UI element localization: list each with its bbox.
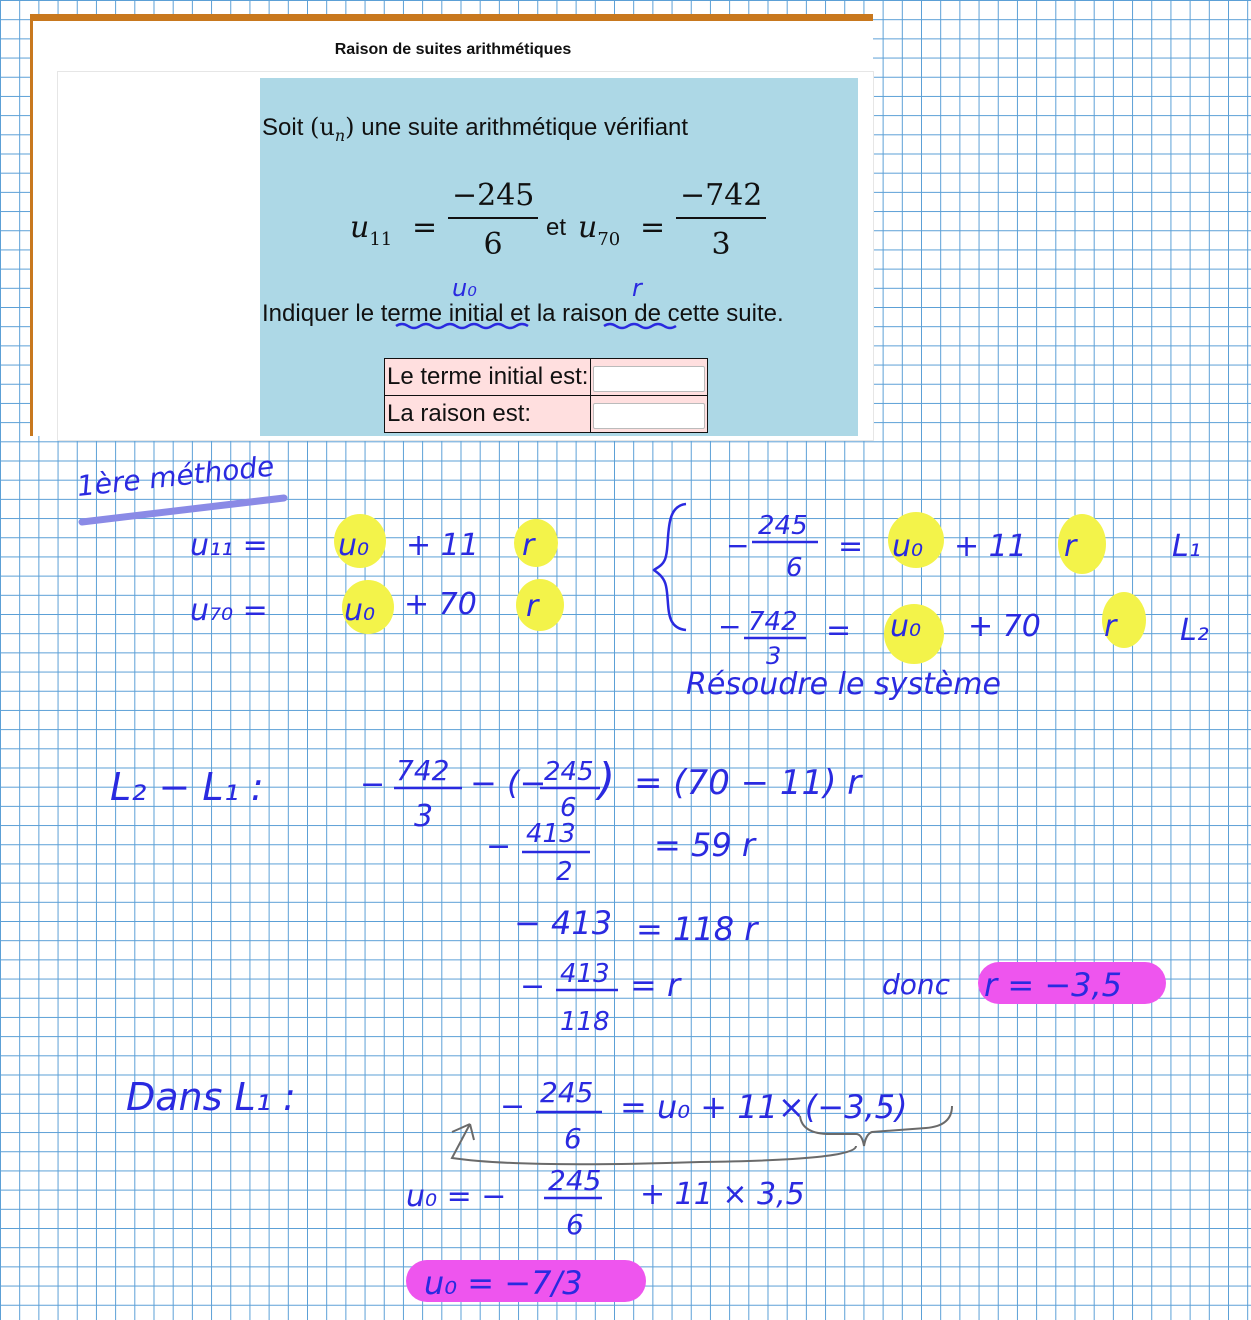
conjunction-et: et xyxy=(546,214,567,241)
calc2-num: 413 xyxy=(526,819,576,849)
sys-l2-plus: + 70 xyxy=(968,609,1041,644)
sub-minus: − xyxy=(500,1089,526,1124)
calc1-den: 3 xyxy=(414,799,434,834)
iso-den: 6 xyxy=(566,1208,584,1241)
calc1-num2: 245 xyxy=(544,757,594,787)
calc4-minus: − xyxy=(520,969,546,1004)
reason-label: La raison est: xyxy=(385,396,591,433)
question-term-initial: terme initial xyxy=(380,300,504,327)
sub-num: 245 xyxy=(540,1076,594,1109)
result-u0: u₀ = −7/3 xyxy=(424,1264,583,1302)
method-title-underline xyxy=(82,498,284,522)
sys-l2-den: 3 xyxy=(766,642,782,670)
sys-l1-plus: + 11 xyxy=(954,529,1027,564)
eq2-r: r xyxy=(526,589,539,624)
annot-r: r xyxy=(632,274,642,302)
card-title: Raison de suites arithmétiques xyxy=(334,41,572,58)
method-title: 1ère méthode xyxy=(75,449,276,503)
calc2-den: 2 xyxy=(556,857,573,887)
sys-l2-tag: L₂ xyxy=(1180,613,1209,648)
sys-l1-eq: = xyxy=(838,529,864,564)
eq1-plus: + 11 xyxy=(406,528,479,563)
question-part-a: Indiquer le xyxy=(262,300,381,327)
statement-prefix: Soit xyxy=(262,114,311,141)
dans-label: Dans L₁ : xyxy=(126,1075,296,1119)
sub-rhs: = u₀ + 11×(−3,5) xyxy=(620,1088,908,1126)
u11-symbol: u xyxy=(350,210,370,245)
result-r: r = −3,5 xyxy=(984,966,1123,1004)
sub-den: 6 xyxy=(564,1122,582,1155)
calc1-close: ) xyxy=(598,754,616,805)
sys-l1-minus: − xyxy=(726,529,750,562)
u70-symbol: u xyxy=(578,210,598,245)
squiggle-underline-raison xyxy=(604,324,676,328)
fraction-u11-denominator: 6 xyxy=(483,227,503,262)
sys-l1-tag: L₁ xyxy=(1172,529,1201,564)
eq2-u0: u₀ xyxy=(344,593,376,628)
donc-word: donc xyxy=(882,968,951,1001)
eq1-r: r xyxy=(522,528,535,563)
sys-l1-u0: u₀ xyxy=(892,529,924,564)
calc1-num: 742 xyxy=(396,754,450,787)
sys-l2-r: r xyxy=(1104,609,1117,644)
calc1-den2: 6 xyxy=(560,793,577,823)
calc1-minus: − xyxy=(360,767,386,802)
sequence-close: ) xyxy=(345,113,355,141)
question-part-b: et la xyxy=(503,300,563,327)
calc2-rhs: = 59 r xyxy=(654,826,756,864)
sys-l1-num: 245 xyxy=(758,511,808,541)
equals-sign-2: = xyxy=(640,210,666,245)
sys-l1-r: r xyxy=(1064,529,1077,564)
calc4-rhs: = r xyxy=(630,966,681,1004)
op-label: L₂ − L₁ : xyxy=(110,765,264,809)
equals-sign-1: = xyxy=(412,210,438,245)
initial-term-label: Le terme initial est: xyxy=(385,359,591,396)
calc3-lhs: − 413 xyxy=(514,904,613,942)
eq2-lhs: u₇₀ = xyxy=(190,593,268,628)
highlight-r-eq2 xyxy=(516,579,564,631)
grey-arrow xyxy=(452,1124,856,1164)
fraction-u70-numerator: −742 xyxy=(676,178,766,219)
sys-l2-minus: − xyxy=(718,610,742,643)
sys-l2-u0: u₀ xyxy=(890,609,922,644)
calc1-mid: − (− xyxy=(470,764,547,802)
sequence-index: n xyxy=(334,126,346,145)
calc1-rhs: = (70 − 11) r xyxy=(634,763,862,803)
sys-l2-eq: = xyxy=(826,613,852,648)
calc4-den: 118 xyxy=(560,1007,610,1037)
calc2-minus: − xyxy=(486,829,512,864)
fraction-u11-numerator: −245 xyxy=(448,178,538,219)
calc4-num: 413 xyxy=(560,959,610,989)
annot-u0: u₀ xyxy=(452,274,477,302)
iso-rhs: + 11 × 3,5 xyxy=(640,1177,805,1212)
eq2-plus: + 70 xyxy=(404,587,477,622)
iso-num: 245 xyxy=(548,1164,602,1197)
system-brace xyxy=(654,504,686,630)
statement-suffix: une suite arithmétique vérifiant xyxy=(354,114,689,141)
sys-l1-den: 6 xyxy=(786,553,803,583)
highlight-r-eq1 xyxy=(514,519,558,567)
squiggle-underline-terme xyxy=(396,324,528,328)
u70-index: 70 xyxy=(597,229,621,250)
fraction-u70-denominator: 3 xyxy=(711,227,731,262)
question-part-c: de cette suite. xyxy=(627,300,784,327)
calc3-rhs: = 118 r xyxy=(636,910,758,948)
sys-l2-num: 742 xyxy=(748,607,798,637)
resolve-system: Résoudre le système xyxy=(686,667,1001,702)
eq1-lhs: u₁₁ = xyxy=(190,528,268,563)
eq1-u0: u₀ xyxy=(338,528,370,563)
sequence-symbol: (u xyxy=(310,113,335,141)
iso-lhs: u₀ = − xyxy=(406,1179,507,1214)
question-raison: raison xyxy=(562,300,628,327)
u11-index: 11 xyxy=(369,229,393,250)
